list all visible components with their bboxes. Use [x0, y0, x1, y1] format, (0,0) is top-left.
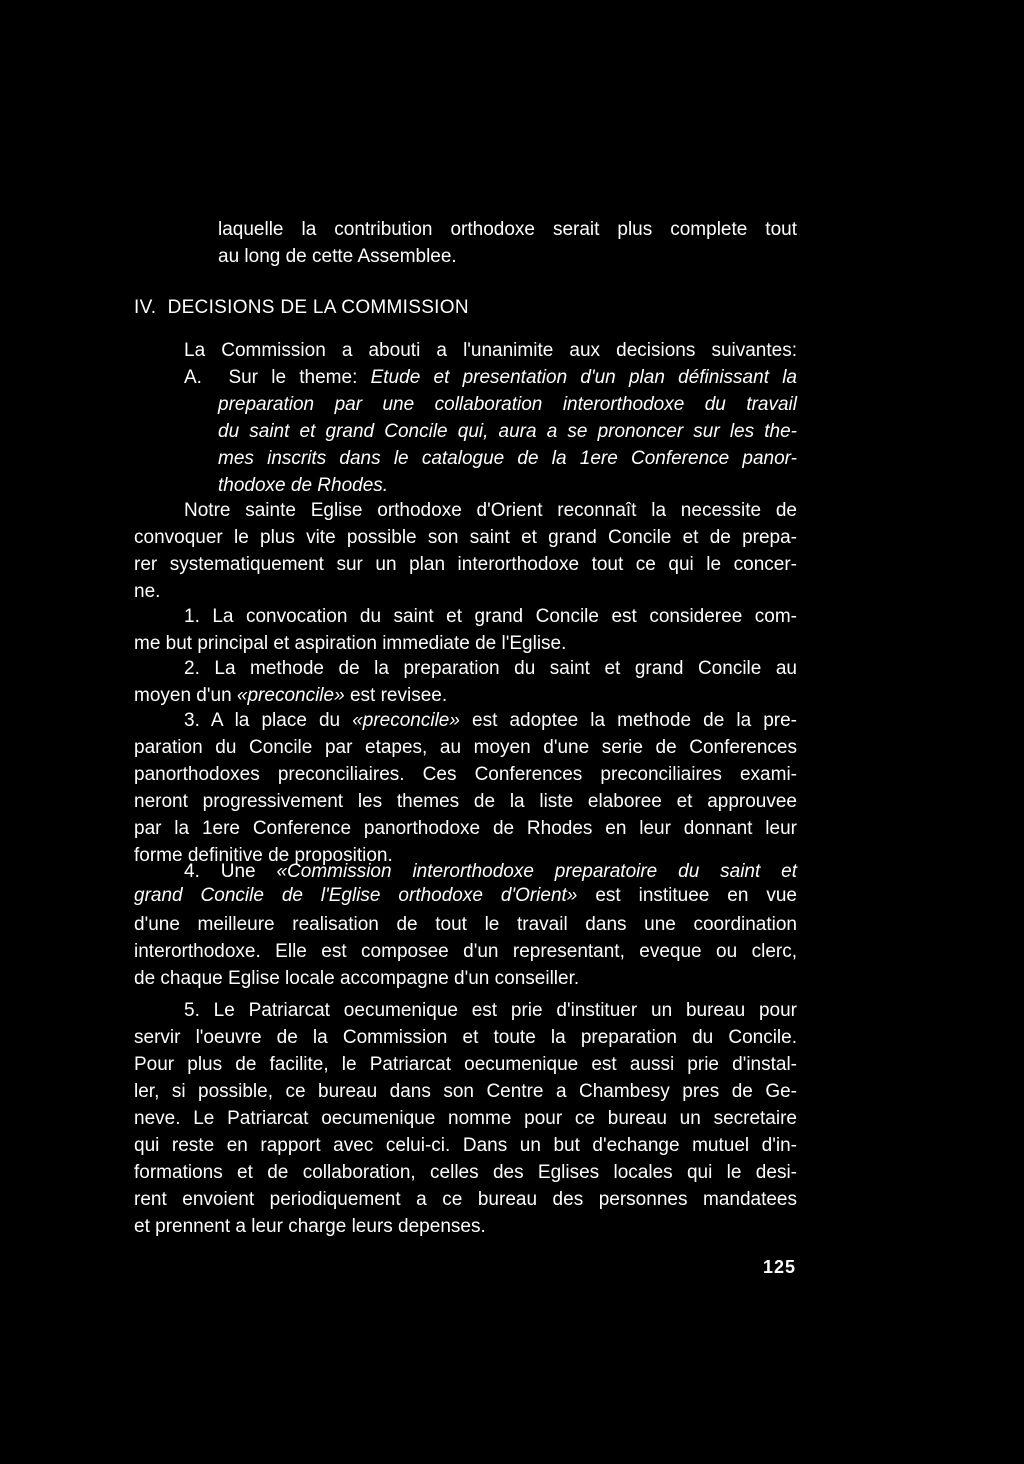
point-4-italic: grand Concile de l'Eglise orthodoxe d'Orient»: [134, 885, 578, 906]
page-number: 125: [762, 1257, 796, 1277]
item-a-label: A.: [184, 367, 202, 388]
point-3-line: [184, 707, 797, 734]
point-5-line: et prennent a leur charge leurs depenses.: [134, 1216, 486, 1237]
point-5-line: ler, si possible, ce bureau dans son Centre a Chambesy pres de Ge-: [134, 1081, 797, 1102]
section-number: IV.: [134, 297, 157, 318]
point-2-italic: «preconcile»: [236, 685, 345, 706]
point-5-line: qui reste en rapport avec celui-ci. Dans un but d'echange mutuel d'in-: [134, 1135, 797, 1156]
section-title: DECISIONS DE LA COMMISSION: [167, 297, 469, 318]
point-5-line: servir l'oeuvre de la Commission et toute la preparation du Concile.: [134, 1027, 797, 1048]
point-5-line: neve. Le Patriarcat oecumenique nomme pour ce bureau un secretaire: [134, 1108, 797, 1129]
point-4-text: 4. Une: [184, 861, 256, 882]
point-3-line: forme definitive de proposition.: [134, 845, 393, 866]
point-3-italic: «preconcile»: [352, 710, 460, 731]
section-heading: [134, 294, 469, 321]
point-3-line: neront progressivement les themes de la liste elaboree et approuvee: [134, 791, 797, 812]
point-4-line: de chaque Eglise locale accompagne d'un conseiller.: [134, 968, 580, 989]
paragraph-line: convoquer le plus vite possible son saint et grand Concile et de prepa-: [134, 527, 797, 548]
paragraph-line: rer systematiquement sur un plan interorthodoxe tout ce qui le concer-: [134, 554, 797, 575]
point-1-line: 1. La convocation du saint et grand Concile est consideree com-: [184, 606, 797, 627]
point-5-line: formations et de collaboration, celles des Eglises locales qui le desi-: [134, 1162, 797, 1183]
paragraph-line: Notre sainte Eglise orthodoxe d'Orient reconnaît la necessite de: [184, 500, 797, 521]
intro-line: au long de cette Assemblee.: [218, 246, 457, 267]
lead-line: La Commission a abouti a l'unanimite aux decisions suivantes:: [184, 340, 797, 361]
item-a-text: Sur le theme:: [228, 367, 358, 388]
item-a-italic-line: mes inscrits dans le catalogue de la 1ere Conference panor-: [218, 448, 797, 469]
point-4-line: d'une meilleure realisation de tout le travail dans une coordination: [134, 914, 797, 935]
point-4-text: est instituee en vue: [595, 885, 797, 906]
intro-line: laquelle la contribution orthodoxe serait plus complete tout: [218, 219, 797, 240]
item-a-line: [184, 364, 797, 391]
item-a-italic-line: preparation par une collaboration interorthodoxe du travail: [218, 394, 797, 415]
point-4-line: [134, 882, 797, 909]
point-4-italic: «Commission interorthodoxe preparatoire du saint et: [276, 861, 798, 882]
point-4-line: [184, 858, 797, 885]
point-2-text: est revisee.: [349, 685, 448, 706]
point-2-line: [134, 682, 447, 709]
point-3-line: par la 1ere Conference panorthodoxe de Rhodes en leur donnant leur: [134, 818, 797, 839]
point-5-line: 5. Le Patriarcat oecumenique est prie d'instituer un bureau pour: [184, 1000, 797, 1021]
item-a-italic-line: thodoxe de Rhodes.: [218, 475, 389, 496]
point-3-line: paration du Concile par etapes, au moyen d'une serie de Conferences: [134, 737, 797, 758]
item-a-italic: Etude et presentation d'un plan définissant la: [370, 367, 797, 388]
point-2-text: moyen d'un: [134, 685, 232, 706]
point-2-line: 2. La methode de la preparation du saint et grand Concile au: [184, 658, 797, 679]
point-3-line: panorthodoxes preconciliaires. Ces Conferences preconciliaires exami-: [134, 764, 797, 785]
point-5-line: rent envoient periodiquement a ce bureau des personnes mandatees: [134, 1189, 797, 1210]
paragraph-line: ne.: [134, 581, 161, 602]
point-3-text: 3. A la place du: [184, 710, 341, 731]
item-a-italic-line: du saint et grand Concile qui, aura a se prononcer sur les the-: [218, 421, 797, 442]
point-1-line: me but principal et aspiration immediate de l'Eglise.: [134, 633, 567, 654]
point-3-text: est adoptee la methode de la pre-: [472, 710, 798, 731]
point-5-line: Pour plus de facilite, le Patriarcat oecumenique est aussi prie d'instal-: [134, 1054, 797, 1075]
point-4-line: interorthodoxe. Elle est composee d'un representant, eveque ou clerc,: [134, 941, 797, 962]
